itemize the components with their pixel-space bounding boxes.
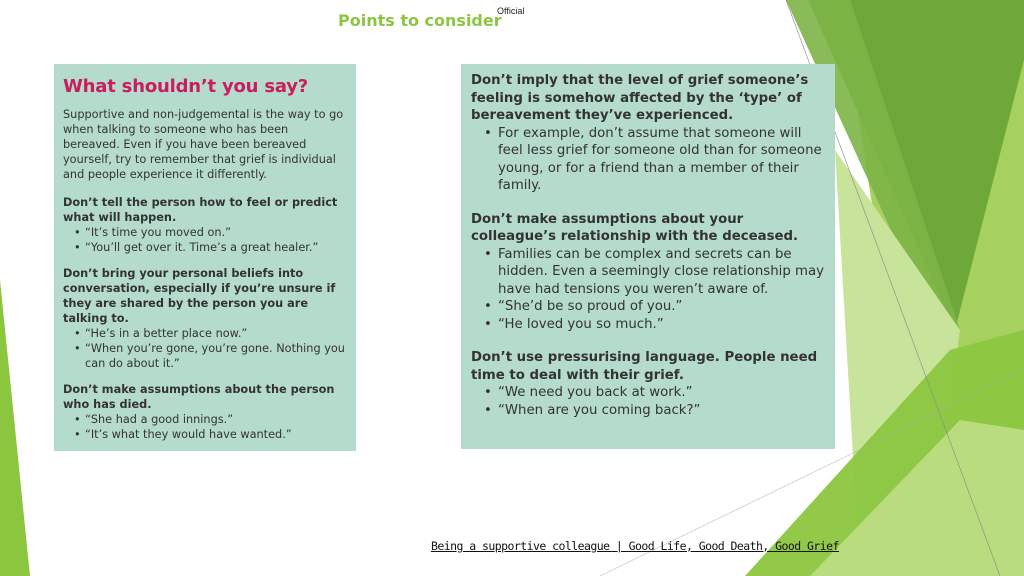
bullet-list [63,412,348,442]
list-item: • “We need you back at work.” [471,384,827,402]
left-card-heading: What shouldn’t you say? [63,76,309,97]
bullet-list [471,246,827,334]
list-item: • “She had a good innings.” [63,412,348,427]
right-content-card [461,64,835,449]
list-item: • “You’ll get over it. Time’s a great healer.” [63,240,348,255]
bullet-list [471,384,827,419]
section-heading: Don’t tell the person how to feel or predict what will happen. [63,196,338,224]
list-item: • For example, don’t assume that someone will feel less grief for someone old than for someone young, or for a friend than a member of their family. [471,125,827,195]
list-item: • “She’d be so proud of you.” [471,298,827,316]
section-heading: Don’t use pressurising language. People need time to deal with their grief. [471,350,818,383]
list-item: • “It’s time you moved on.” [63,225,348,240]
right-section-1 [471,72,827,195]
slide-title: Points to consider [338,11,502,30]
left-section-3 [63,382,348,442]
list-item: • Families can be complex and secrets can be hidden. Even a seemingly close relationship may have had tensions you weren’t aware of. [471,246,827,299]
list-item: • “When are you coming back?” [471,402,827,420]
list-item: • “He’s in a better place now.” [63,326,348,341]
left-section-2 [63,266,348,371]
left-content-card [54,64,356,451]
classification-label: Official [497,6,525,16]
source-link[interactable]: Being a supportive colleague | Good Life, Good Death, Good Grief [431,539,839,553]
list-item: • “It’s what they would have wanted.” [63,427,348,442]
section-heading: Don’t bring your personal beliefs into conversation, especially if you’re unsure if they are shared by the person you are talking to. [63,267,336,325]
left-section-1 [63,195,348,255]
bullet-list [63,225,348,255]
left-card-intro: Supportive and non-judgemental is the way to go when talking to someone who has been bereaved. Even if you have been bereaved yourself, try to remember that grief is individual and people experience it differently. [63,108,344,181]
left-green-sliver [0,280,30,576]
bullet-list [471,125,827,195]
right-section-2 [471,211,827,334]
list-item: • “He loved you so much.” [471,316,827,334]
section-heading: Don’t make assumptions about your colleague’s relationship with the deceased. [471,211,799,244]
right-section-3 [471,349,827,419]
bullet-list [63,326,348,371]
section-heading: Don’t make assumptions about the person who has died. [63,383,335,411]
section-heading: Don’t imply that the level of grief someone’s feeling is somehow affected by the ‘type’ of bereavement they’ve experienced. [471,73,809,123]
list-item: • “When you’re gone, you’re gone. Nothing you can do about it.” [63,341,348,371]
